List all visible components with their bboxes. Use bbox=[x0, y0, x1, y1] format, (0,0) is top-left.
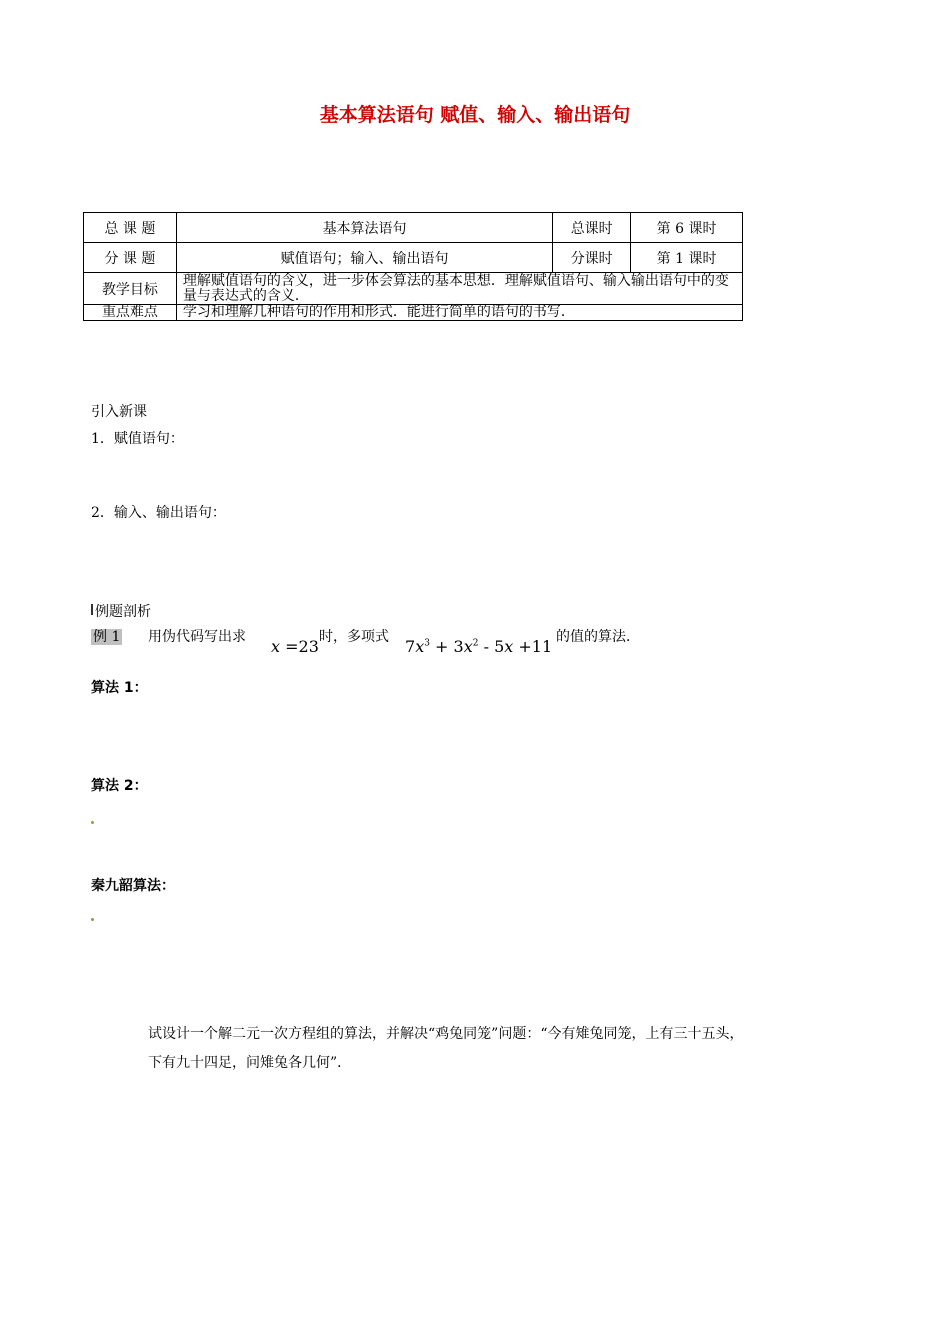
qin-jiushao-algorithm-heading: 秦九韶算法： bbox=[91, 878, 175, 894]
row-label-key-points: 重点难点 bbox=[84, 305, 177, 321]
example-tag: 例 1 bbox=[93, 629, 121, 645]
total-hours-value: 第 6 课时 bbox=[631, 213, 743, 243]
algorithm-1-heading: 算法 1： bbox=[91, 680, 148, 696]
item-assignment-statement: 1．赋值语句： bbox=[91, 431, 184, 447]
text-cursor-marker bbox=[91, 604, 93, 615]
dot-mark bbox=[91, 918, 94, 921]
row-label-goals: 教学目标 bbox=[84, 273, 177, 305]
table-row bbox=[84, 213, 743, 243]
example-1-text-c: 的值的算法． bbox=[556, 629, 640, 645]
table-row bbox=[84, 305, 743, 321]
section-intro-heading: 引入新课 bbox=[91, 404, 147, 420]
row-label-sub-hours: 分课时 bbox=[553, 243, 631, 273]
sub-topic-value: 赋值语句；输入、输出语句 bbox=[176, 243, 552, 273]
total-topic-value: 基本算法语句 bbox=[176, 213, 552, 243]
dot-mark bbox=[91, 821, 94, 824]
table-row bbox=[84, 273, 743, 305]
row-label-sub-topic: 分 课 题 bbox=[84, 243, 177, 273]
table-row bbox=[84, 243, 743, 273]
page-title: 基本算法语句 赋值、输入、输出语句 bbox=[319, 104, 631, 126]
math-x-equals-23: x =23 bbox=[271, 637, 319, 656]
key-points-value: 学习和理解几种语句的作用和形式．能进行简单的语句的书写． bbox=[176, 305, 742, 321]
row-label-total-hours: 总课时 bbox=[553, 213, 631, 243]
example-1-text-a: 用伪代码写出求 bbox=[148, 629, 246, 645]
item-input-output-statement: 2．输入、输出语句： bbox=[91, 505, 226, 521]
example-1-text-b: 时，多项式 bbox=[319, 629, 389, 645]
lesson-info-table bbox=[83, 212, 743, 321]
section-examples-heading: 例题剖析 bbox=[95, 604, 151, 620]
row-label-total-topic: 总 课 题 bbox=[84, 213, 177, 243]
sub-hours-value: 第 1 课时 bbox=[631, 243, 743, 273]
exercise-line-1: 试设计一个解二元一次方程组的算法，并解决“鸡兔同笼”问题：“今有雉兔同笼，上有三十五头， bbox=[148, 1026, 744, 1042]
math-polynomial: $7x^3 + 3x^2 - 5x +11$ bbox=[405, 637, 553, 656]
algorithm-2-heading: 算法 2： bbox=[91, 778, 148, 794]
exercise-line-2: 下有九十四足，问雉兔各几何”． bbox=[148, 1055, 352, 1071]
example-1 bbox=[91, 626, 122, 646]
goals-value: 理解赋值语句的含义，进一步体会算法的基本思想．理解赋值语句、输入输出语句中的变量与表达式的含义． bbox=[176, 273, 742, 305]
